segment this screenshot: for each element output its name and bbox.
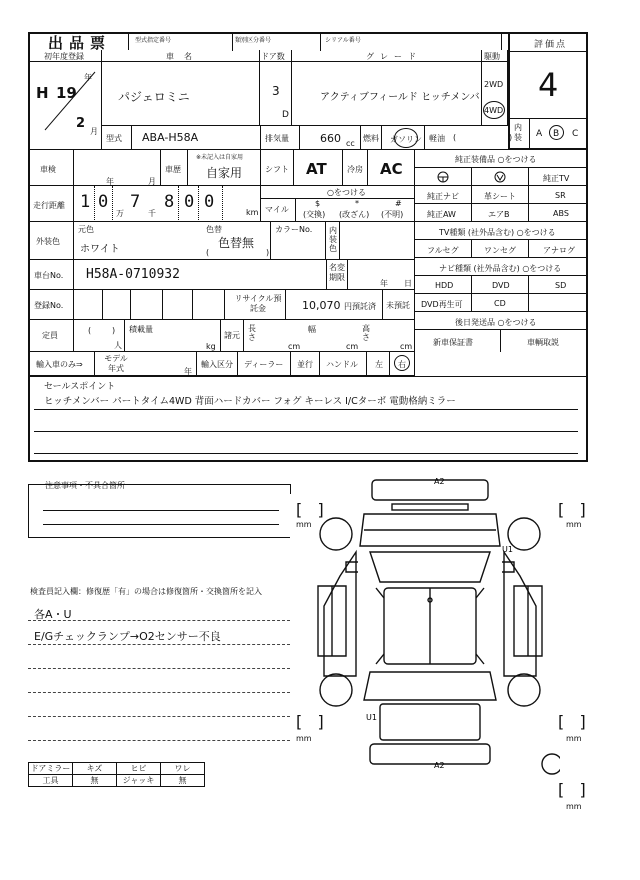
model-year-unit: 年 — [184, 367, 192, 376]
original-color-label: 元色 — [78, 225, 94, 234]
equipment-item: エアB — [488, 210, 510, 219]
drive-4wd: 4WD — [484, 106, 504, 115]
mileage-opt2-text: (改ざん) — [339, 210, 370, 219]
inspector-line-1: 各A・U — [34, 608, 72, 621]
accessories-table — [28, 762, 205, 787]
dims-width-unit: cm — [346, 342, 359, 351]
tire-bracket-rear-left: [ ] — [296, 712, 324, 731]
damage-mark-center: U1 — [366, 713, 377, 722]
interior-a: A — [536, 129, 543, 139]
shaken-label: 車検 — [40, 165, 56, 174]
note-line — [28, 692, 290, 693]
load-unit: kg — [206, 342, 216, 351]
car-name-label: 車名 — [166, 52, 202, 61]
equipment-panel — [414, 150, 586, 376]
cd-label: CD — [494, 299, 506, 308]
door-label: ドア数 — [261, 52, 285, 61]
mileage-opt3-symbol: # — [395, 199, 402, 208]
color-row: 外装色 元色 ホワイト 色替 色替無 ( ) カラーNo. 内装色 — [30, 222, 414, 260]
mileage-opt1-text: (交換) — [303, 210, 326, 219]
dims-height-unit: cm — [400, 342, 413, 351]
notes-box — [28, 481, 290, 538]
model-value: ABA-H58A — [142, 131, 199, 144]
mileage-digit: 0 — [184, 192, 195, 212]
equipment-item: 純正TV — [543, 174, 570, 183]
serial-number-label: シリアル番号 — [325, 37, 361, 44]
accessories-header: ヒビ — [117, 763, 161, 775]
color-number-label: カラーNo. — [275, 225, 313, 234]
history-label: 車歴 — [165, 165, 181, 174]
recycle-label: リサイクル預託金 — [234, 294, 282, 313]
first-registration-label: 初年度登録 — [44, 52, 84, 61]
car-name-value: パジェロミニ — [118, 90, 190, 104]
note-line — [28, 620, 290, 621]
notes-label: 注意事項・不具合箇所 — [45, 481, 125, 490]
tire-bracket-rear-right: [ ] — [558, 712, 586, 731]
tire-bracket-spare: [ ] — [558, 780, 586, 799]
name-change-year: 年 — [380, 279, 388, 288]
tire-unit: mm — [566, 520, 582, 529]
note-line — [28, 644, 290, 645]
evaluation-score: 4 — [538, 66, 559, 104]
mileage-sen: 千 — [148, 209, 156, 218]
year-unit: 年 — [84, 73, 92, 82]
mileage-opt1-symbol: $ — [315, 199, 321, 208]
damage-mark-rear: A2 — [434, 761, 445, 770]
navi-type-item: SD — [555, 281, 567, 290]
mileage-digit: 8 — [164, 192, 175, 212]
later-shipment-item: 車輌取説 — [527, 338, 559, 347]
model-label: 型式 — [106, 134, 122, 143]
dims-length-unit: cm — [288, 342, 301, 351]
registration-label: 登録No. — [34, 301, 64, 310]
equipment-item: 純正AW — [427, 210, 456, 219]
original-color-value: ホワイト — [80, 244, 120, 255]
drive-label: 駆動 — [484, 52, 500, 61]
repaint-label: 色替 — [206, 225, 222, 234]
accessories-header: キズ — [73, 763, 117, 775]
tire-unit: mm — [296, 734, 312, 743]
capacity-row: 定員 ( ) 人 積載量 kg 諸元 長さ cm 幅 cm 高さ cm — [30, 320, 414, 352]
accessories-header: ドアミラー — [29, 763, 73, 775]
chassis-value: H58A-0710932 — [86, 267, 180, 282]
mileage-opt2-symbol: * — [355, 199, 359, 208]
shift-value: AT — [306, 160, 327, 178]
drive-2wd: 2WD — [484, 80, 504, 89]
navi-type-header: ナビ種類 (社外品含む) ○をつける — [439, 264, 562, 273]
type-designation-label: 型式指定番号 — [135, 37, 172, 44]
tire-bracket-front-right: [ ] — [558, 500, 586, 519]
displacement-unit: cc — [346, 139, 355, 148]
mileage-digit: 0 — [98, 192, 109, 212]
mileage-digit: 7 — [130, 192, 141, 212]
tire-unit: mm — [566, 802, 582, 811]
accessories-cell: ジャッキ — [117, 775, 161, 787]
displacement-label: 排気量 — [265, 134, 289, 143]
mileage-opt3-text: (不明) — [381, 210, 404, 219]
shaken-month-unit: 月 — [148, 177, 156, 186]
history-value: 自家用 — [206, 166, 243, 180]
interior-color-label: 内装色 — [329, 226, 337, 253]
mileage-digit: 0 — [204, 192, 215, 212]
equipment-header: 純正装備品 ○をつける — [455, 155, 537, 164]
capacity-label: 定員 — [42, 331, 58, 340]
name-change-label: 名変期限 — [329, 263, 345, 282]
history-note: ※未記入は自家用 — [196, 154, 244, 161]
shift-label: シフト — [265, 165, 289, 174]
tv-type-item: フルセグ — [427, 246, 459, 255]
month-value: 2 — [76, 116, 86, 131]
era-value: H — [36, 84, 49, 102]
year-value: 19 — [56, 84, 77, 102]
capacity-person-unit: 人 — [114, 341, 122, 350]
recycle-value: 10,070 — [302, 299, 341, 312]
handle-right: 右 — [398, 360, 406, 369]
sales-point-label: セールスポイント — [44, 382, 116, 392]
door-unit: D — [282, 110, 289, 120]
mileage-label: 走行距離 — [33, 201, 65, 210]
shaken-year-unit: 年 — [106, 177, 114, 186]
chassis-row — [30, 260, 414, 290]
tv-type-header: TV種類 (社外品含む) ○をつける — [439, 228, 556, 237]
navi-type-item: DVD — [492, 281, 510, 290]
chassis-label: 車台No. — [34, 271, 64, 280]
dims-label: 諸元 — [224, 331, 240, 340]
category-number-label: 類別区分番号 — [235, 37, 272, 44]
mileage-circle-note: ○をつける — [327, 188, 366, 197]
handle-left: 左 — [375, 360, 383, 369]
power-steering-icon — [494, 171, 506, 183]
import-category-label: 輸入区分 — [201, 360, 233, 369]
evaluation-label: 評価点 — [534, 40, 568, 50]
ac-value: AC — [380, 160, 403, 178]
ac-label: 冷房 — [347, 165, 363, 174]
mileage-digit: 1 — [80, 192, 91, 212]
mileage-km: km — [246, 208, 259, 217]
fuel-label: 燃料 — [363, 134, 379, 143]
damage-mark-side: U1 — [502, 545, 513, 554]
load-label: 積載量 — [129, 325, 153, 334]
equipment-item: ABS — [553, 209, 569, 218]
equipment-item: 純正ナビ — [427, 192, 459, 201]
car-damage-diagram — [300, 476, 560, 776]
import-dealer: ディーラー — [244, 360, 284, 369]
drive-4wd-circle — [483, 101, 505, 119]
sheet-title-text: 出品票 — [48, 34, 112, 52]
tire-bracket-front-left: [ ] — [296, 500, 324, 519]
navi-type-item: HDD — [435, 281, 454, 290]
registration-row — [30, 290, 414, 320]
name-change-day: 日 — [404, 279, 412, 288]
month-unit: 月 — [90, 127, 98, 136]
inspector-label: 検査員記入欄：修復歴「有」の場合は修復箇所・交換箇所を記入 — [30, 587, 262, 596]
import-parallel: 並行 — [297, 360, 313, 369]
fuel-diesel: 軽油 — [429, 134, 445, 143]
equipment-item: SR — [555, 191, 566, 200]
import-label: 輸入車のみ⇒ — [36, 360, 83, 369]
fuel-gasoline: ガソリン — [390, 135, 422, 144]
dims-height-label: 高さ — [362, 324, 370, 342]
accessories-header: ワレ — [161, 763, 205, 775]
not-deposited-label: 未預託 — [386, 301, 410, 310]
handle-label: ハンドル — [326, 360, 358, 369]
accessories-cell: 無 — [73, 775, 117, 787]
grade-value: アクティブフィールド ヒッチメンバ — [320, 92, 480, 103]
accessories-cell: 工具 — [29, 775, 73, 787]
door-value: 3 — [272, 84, 280, 98]
steering-icon — [437, 171, 449, 183]
recycle-unit: 円預託済 — [344, 302, 376, 311]
main-sheet — [28, 32, 588, 462]
sales-point-box — [30, 376, 586, 460]
tire-unit: mm — [296, 520, 312, 529]
handle-right-circle — [394, 355, 410, 371]
interior-label: 内装 — [514, 123, 522, 142]
dims-width-label: 幅 — [308, 325, 316, 334]
note-line — [28, 716, 290, 717]
later-shipment-item: 新車保証書 — [433, 338, 473, 347]
mileage-mile: マイル — [265, 205, 289, 214]
interior-b: B — [553, 129, 560, 139]
displacement-value: 660 — [320, 132, 341, 145]
accessories-cell: 無 — [161, 775, 205, 787]
repaint-value: 色替無 — [218, 236, 255, 250]
model-year-label: モデル年式 — [104, 354, 128, 373]
dvd-playable-label: DVD再生可 — [421, 300, 463, 309]
fuel-gasoline-circle — [394, 128, 418, 148]
later-shipment-header: 後日発送品 ○をつける — [455, 318, 537, 327]
interior-c: C — [572, 129, 579, 139]
tv-type-item: ワンセグ — [484, 246, 516, 255]
mileage-man: 万 — [116, 209, 124, 218]
mileage-row — [30, 186, 414, 222]
damage-mark-front: A2 — [434, 477, 445, 486]
grade-label: グレード — [366, 52, 422, 61]
tv-type-item: アナログ — [543, 246, 575, 255]
vehicle-row: 初年度登録 H 19 年 2 月 車名 パジェロミニ ドア数 3 D グレード アクティブフィールド ヒッチメンバ 駆動 2WD 4WD 型式 ABA-H58A 排気量 660 cc 燃料 ガソリン 軽油 ( ) — [30, 50, 586, 150]
sales-point-text: ヒッチメンバー パートタイム4WD 背面ハードカバー フォグ キーレス I/Cターボ 電動格納ミラー — [44, 396, 456, 407]
exterior-color-label: 外装色 — [36, 237, 60, 246]
note-line — [28, 668, 290, 669]
inspection-row — [30, 150, 414, 186]
inspector-line-2: E/Gチェックランプ→O2センサー不良 — [34, 630, 221, 643]
dims-length-label: 長さ — [248, 324, 256, 342]
note-line — [28, 740, 290, 741]
equipment-item: 革シート — [484, 192, 516, 201]
tire-unit: mm — [566, 734, 582, 743]
import-row — [30, 352, 414, 376]
